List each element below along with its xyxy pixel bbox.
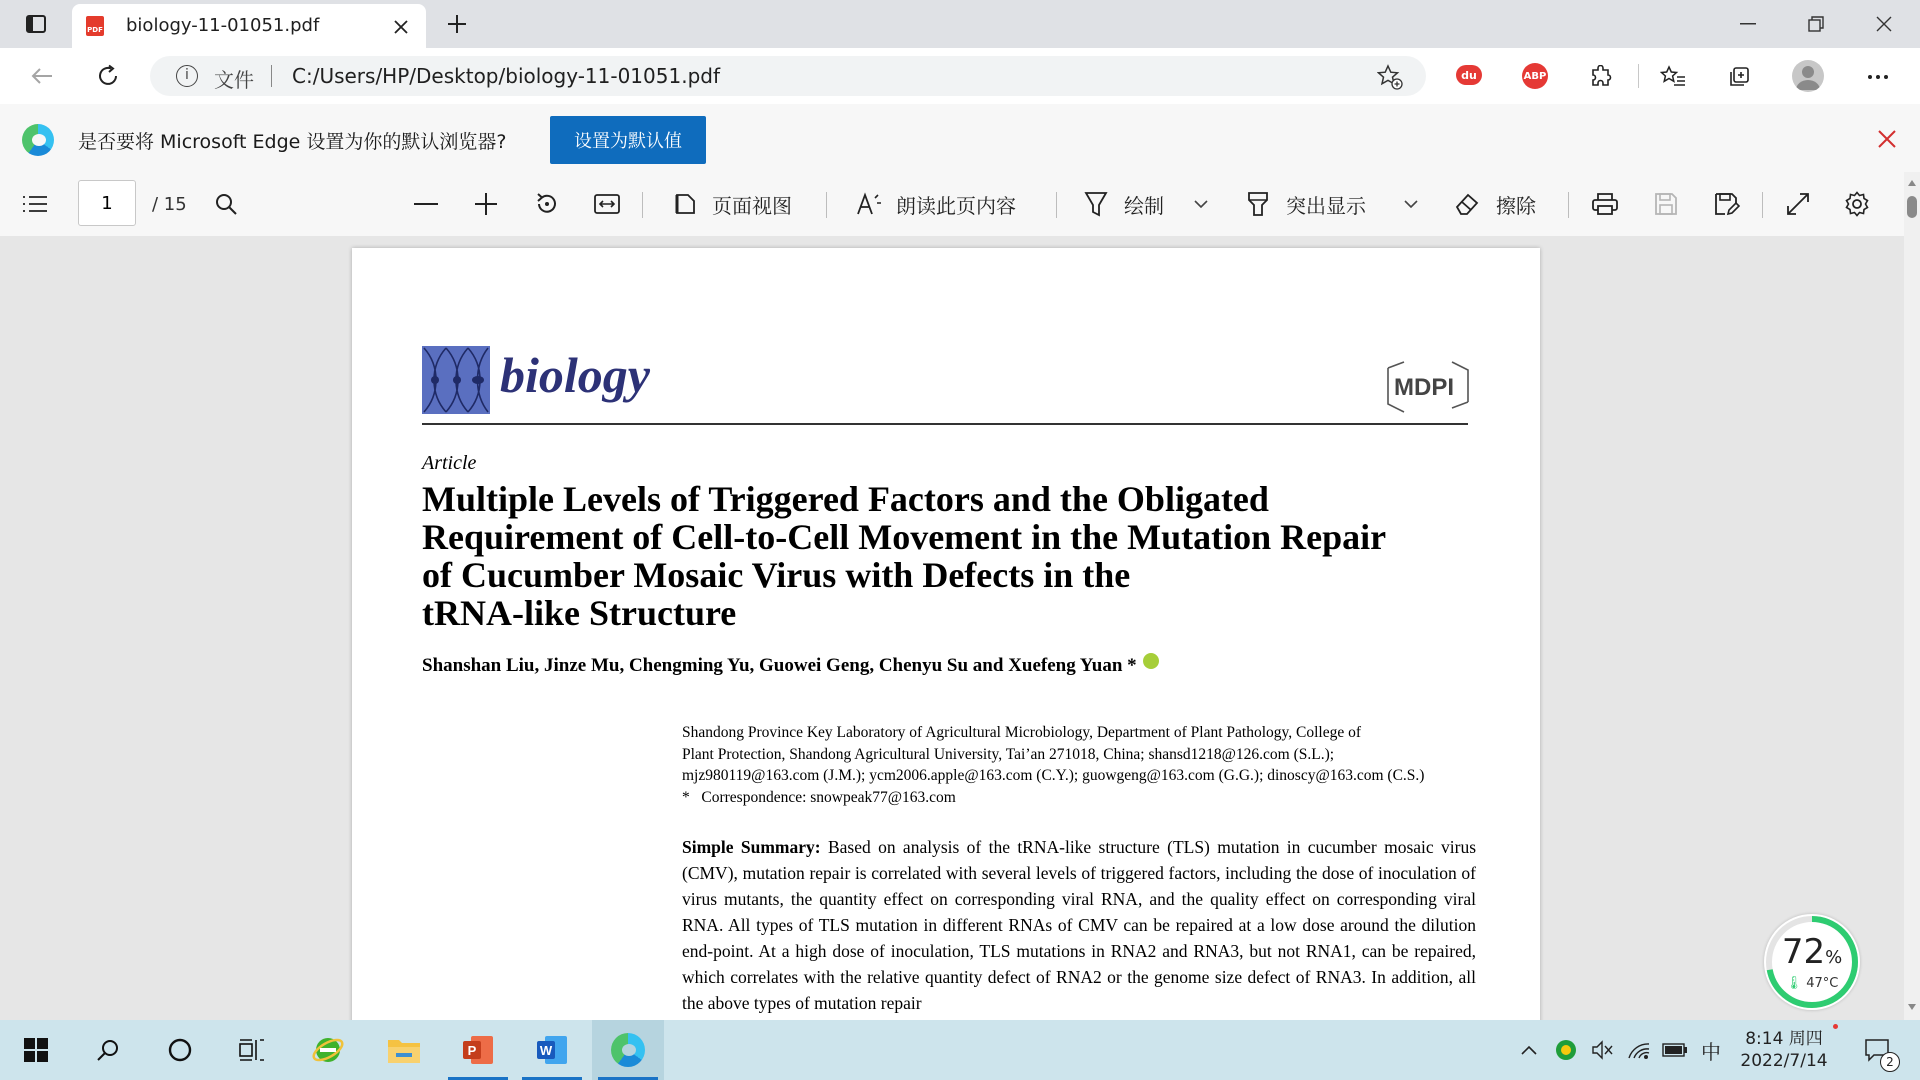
pdf-settings-button[interactable] xyxy=(1844,182,1870,226)
address-bar[interactable] xyxy=(150,56,1426,96)
pdf-file-icon xyxy=(86,16,104,36)
article-type: Article xyxy=(422,452,477,474)
page-number-input[interactable] xyxy=(78,180,136,226)
table-of-contents-button[interactable] xyxy=(22,182,48,226)
page-view-icon xyxy=(672,192,698,216)
simple-summary xyxy=(682,834,1476,1016)
fit-to-width-button[interactable] xyxy=(594,182,620,226)
task-view-button[interactable] xyxy=(216,1020,288,1080)
plus-icon xyxy=(474,192,498,216)
tab-actions-button[interactable] xyxy=(14,8,58,40)
infobar-message: 是否要将 Microsoft Edge 设置为你的默认浏览器? xyxy=(78,131,507,153)
affiliation-line: Plant Protection, Shandong Agricultural University, Tai’an 271018, China; shansd1218@126.com (S.L.); xyxy=(682,745,1335,763)
paper-title xyxy=(422,480,1482,632)
read-aloud-label: 朗读此页内容 xyxy=(896,193,1016,218)
save-icon xyxy=(1654,192,1678,216)
baidu-extension-button[interactable] xyxy=(1456,65,1482,85)
address-divider xyxy=(271,65,272,87)
browser-tab[interactable] xyxy=(72,4,426,48)
tab-close-button[interactable] xyxy=(390,16,412,38)
window-close-button[interactable] xyxy=(1850,0,1918,48)
title-line: Requirement of Cell-to-Cell Movement in the Mutation Repair xyxy=(422,517,1387,557)
title-line: Multiple Levels of Triggered Factors and the Obligated xyxy=(422,479,1269,519)
volume-muted-icon xyxy=(1591,1040,1613,1060)
performance-widget[interactable] xyxy=(1764,914,1860,1010)
close-icon xyxy=(1876,16,1892,32)
highlight-label: 突出显示 xyxy=(1286,193,1366,218)
page-total: / 15 xyxy=(152,193,187,215)
collections-icon xyxy=(1727,65,1751,89)
erase-button[interactable] xyxy=(1454,182,1536,226)
affiliation-line: mjz980119@163.com (J.M.); ycm2006.apple@163.com (C.Y.); guowgeng@163.com (G.G.); dinoscy@163.com (C.S.) xyxy=(682,767,1425,784)
red-dot-indicator xyxy=(1833,1024,1838,1029)
restore-button[interactable] xyxy=(1782,0,1850,48)
search-button[interactable] xyxy=(214,182,238,226)
adblock-plus-label: ABP xyxy=(1523,70,1547,82)
collections-button[interactable] xyxy=(1722,62,1756,92)
infobar-close-button[interactable] xyxy=(1872,124,1902,154)
minimize-button[interactable] xyxy=(1714,0,1782,48)
taskbar-edge-button[interactable] xyxy=(592,1020,664,1080)
toolbar-separator xyxy=(826,192,827,218)
toolbar-separator xyxy=(642,192,643,218)
performance-percent-sign: % xyxy=(1825,947,1843,968)
taskbar-search-button[interactable] xyxy=(72,1020,144,1080)
expand-icon xyxy=(1786,192,1810,216)
highlight-options-dropdown[interactable] xyxy=(1404,182,1418,226)
close-icon xyxy=(394,20,408,34)
performance-percent-value: 72 xyxy=(1781,932,1826,972)
read-aloud-button[interactable] xyxy=(856,182,1016,226)
gear-icon xyxy=(1844,191,1870,217)
pdf-toolbar xyxy=(0,172,1920,237)
default-browser-infobar xyxy=(0,104,1920,173)
url-text[interactable]: C:/Users/HP/Desktop/biology-11-01051.pdf xyxy=(292,64,720,88)
add-favorite-button[interactable] xyxy=(1376,63,1404,91)
summary-text: Based on analysis of the tRNA-like structure (TLS) mutation in cucumber mosaic virus (CMV), mutation repair is correlated with several levels of triggered factors, including the dose of inoculation of virus mutants, the quantity effect on corresponding viral RNA, and the quality effect on corresponding viral RNA. All types of TLS mutation in different RNAs of CMV can be repaired at a low dose around the dilution end-point. At a high dose of inoculation, TLS mutations in RNA2 and RNA3, but not RNA1, can be repaired, which correlates with the relative quantity defect of RNA2 or the genome size defect of RNA3. In addition, all the above types of mutation repair xyxy=(682,837,1477,1013)
list-icon xyxy=(22,194,48,214)
task-view-icon xyxy=(239,1038,265,1062)
file-label: 文件 xyxy=(214,68,254,92)
back-button[interactable] xyxy=(22,60,62,92)
close-icon xyxy=(1877,129,1897,149)
highlight-button[interactable] xyxy=(1246,182,1366,226)
input-method-button[interactable]: 中 xyxy=(1701,1039,1721,1064)
draw-pen-icon xyxy=(1084,191,1108,217)
toolbar-separator xyxy=(1568,192,1569,218)
chevron-down-icon xyxy=(1404,200,1418,208)
correspondence-line: * Correspondence: snowpeak77@163.com xyxy=(682,788,956,806)
cortana-button[interactable] xyxy=(144,1020,216,1080)
affiliation-line: Shandong Province Key Laboratory of Agricultural Microbiology, Department of Plant Pathology, College of xyxy=(682,724,1361,741)
star-plus-icon xyxy=(1377,64,1403,90)
journal-name: biology xyxy=(500,347,650,403)
rotate-icon xyxy=(534,191,560,217)
read-aloud-icon xyxy=(856,192,884,216)
adblock-plus-button[interactable] xyxy=(1522,63,1548,89)
battery-button[interactable] xyxy=(1660,1020,1690,1080)
refresh-icon xyxy=(96,64,120,88)
favorites-button[interactable] xyxy=(1656,62,1690,92)
orcid-icon[interactable] xyxy=(1143,653,1159,669)
journal-logo-icon xyxy=(422,346,490,414)
toolbar-separator xyxy=(1762,192,1763,218)
toolbar-separator xyxy=(1056,192,1057,218)
favorites-list-icon xyxy=(1660,65,1686,89)
pdf-page xyxy=(352,248,1540,1048)
zoom-in-button[interactable] xyxy=(474,182,498,226)
draw-options-dropdown[interactable] xyxy=(1194,182,1208,226)
affiliations xyxy=(682,722,1492,808)
folder-icon xyxy=(387,1036,421,1064)
svg-text:W: W xyxy=(539,1043,553,1058)
scroll-down-arrow-icon[interactable] xyxy=(1908,1004,1916,1010)
title-line: tRNA-like Structure xyxy=(422,593,737,633)
cortana-circle-icon xyxy=(168,1038,192,1062)
search-icon xyxy=(96,1038,120,1062)
notification-count: 2 xyxy=(1880,1052,1900,1072)
minimize-icon xyxy=(1740,23,1756,25)
performance-percent xyxy=(1764,932,1860,972)
battery-icon xyxy=(1662,1043,1688,1057)
fit-width-icon xyxy=(594,193,620,215)
page-view-button[interactable] xyxy=(672,182,792,226)
chevron-up-icon xyxy=(1521,1045,1537,1055)
fullscreen-button[interactable] xyxy=(1786,182,1810,226)
settings-more-button[interactable] xyxy=(1860,62,1896,92)
pdf-file-icon-label: PDF xyxy=(87,26,103,34)
page-view-label: 页面视图 xyxy=(712,193,792,218)
windows-taskbar xyxy=(0,1020,1920,1080)
wifi-icon xyxy=(1627,1040,1651,1060)
erase-label: 擦除 xyxy=(1496,193,1536,218)
search-icon xyxy=(214,192,238,216)
profile-button[interactable] xyxy=(1792,60,1824,92)
start-button[interactable] xyxy=(0,1020,72,1080)
header-rule xyxy=(422,423,1468,425)
tab-bar xyxy=(0,0,1920,48)
word-icon xyxy=(535,1033,569,1067)
scroll-up-arrow-icon[interactable] xyxy=(1908,180,1916,186)
back-arrow-icon xyxy=(31,67,53,85)
clock[interactable] xyxy=(1736,1020,1832,1080)
title-line: of Cucumber Mosaic Virus with Defects in the xyxy=(422,555,1131,595)
zoom-out-button[interactable] xyxy=(414,182,438,226)
svg-text:P: P xyxy=(467,1043,477,1058)
mdpi-logo-text: MDPI xyxy=(1394,374,1454,401)
baidu-extension-label: du xyxy=(1461,68,1477,82)
windows-logo-icon xyxy=(24,1038,48,1062)
taskbar-ie-button[interactable] xyxy=(292,1020,364,1080)
action-center-button[interactable] xyxy=(1852,1020,1902,1080)
author-list xyxy=(422,653,1159,677)
more-dots-icon xyxy=(1867,74,1889,80)
authors-text: Shanshan Liu, Jinze Mu, Chengming Yu, Guowei Geng, Chenyu Su and Xuefeng Yuan * xyxy=(422,655,1137,676)
draw-label: 绘制 xyxy=(1124,193,1164,218)
edge-logo-icon xyxy=(611,1033,645,1067)
volume-button[interactable] xyxy=(1588,1020,1616,1080)
puzzle-icon xyxy=(1589,65,1613,89)
save-as-button[interactable] xyxy=(1714,182,1740,226)
eraser-icon xyxy=(1454,192,1480,216)
green-app-icon xyxy=(1555,1039,1577,1061)
show-hidden-icons-button[interactable] xyxy=(1516,1020,1542,1080)
draw-button[interactable] xyxy=(1084,182,1164,226)
extensions-button[interactable] xyxy=(1586,62,1616,92)
vertical-scrollbar[interactable] xyxy=(1904,172,1920,1020)
clock-date: 2022/7/14 xyxy=(1740,1051,1828,1071)
powerpoint-icon xyxy=(461,1033,495,1067)
restore-icon xyxy=(1808,16,1824,32)
tab-actions-icon xyxy=(26,15,46,33)
refresh-button[interactable] xyxy=(88,60,128,92)
taskbar-word-button[interactable] xyxy=(516,1020,588,1080)
network-button[interactable] xyxy=(1624,1020,1654,1080)
plus-icon xyxy=(447,14,467,34)
mdpi-logo xyxy=(1384,360,1472,404)
thermometer-icon: 🌡 xyxy=(1785,976,1803,991)
save-as-icon xyxy=(1714,192,1740,216)
internet-explorer-icon xyxy=(311,1033,345,1067)
info-icon[interactable]: i xyxy=(176,65,198,87)
temperature-value: 47°C xyxy=(1806,976,1839,991)
tab-title: biology-11-01051.pdf xyxy=(126,15,320,36)
chevron-down-icon xyxy=(1194,200,1208,208)
print-button[interactable] xyxy=(1592,182,1618,226)
avatar-icon xyxy=(1792,60,1824,92)
highlighter-icon xyxy=(1246,191,1270,217)
taskbar-file-explorer-button[interactable] xyxy=(368,1020,440,1080)
performance-temperature xyxy=(1764,976,1860,991)
save-button[interactable] xyxy=(1654,182,1678,226)
minus-icon xyxy=(414,202,438,206)
summary-heading: Simple Summary: xyxy=(682,837,821,857)
navigation-bar xyxy=(0,48,1920,104)
tray-app-icon[interactable] xyxy=(1552,1020,1580,1080)
scrollbar-thumb[interactable] xyxy=(1907,196,1917,218)
clock-time: 8:14 周四 xyxy=(1745,1029,1823,1049)
taskbar-powerpoint-button[interactable] xyxy=(442,1020,514,1080)
rotate-button[interactable] xyxy=(534,182,560,226)
printer-icon xyxy=(1592,192,1618,216)
edge-logo-icon xyxy=(22,124,54,156)
new-tab-button[interactable] xyxy=(440,8,474,40)
toolbar-divider xyxy=(1638,64,1639,88)
set-default-button[interactable]: 设置为默认值 xyxy=(550,116,706,164)
